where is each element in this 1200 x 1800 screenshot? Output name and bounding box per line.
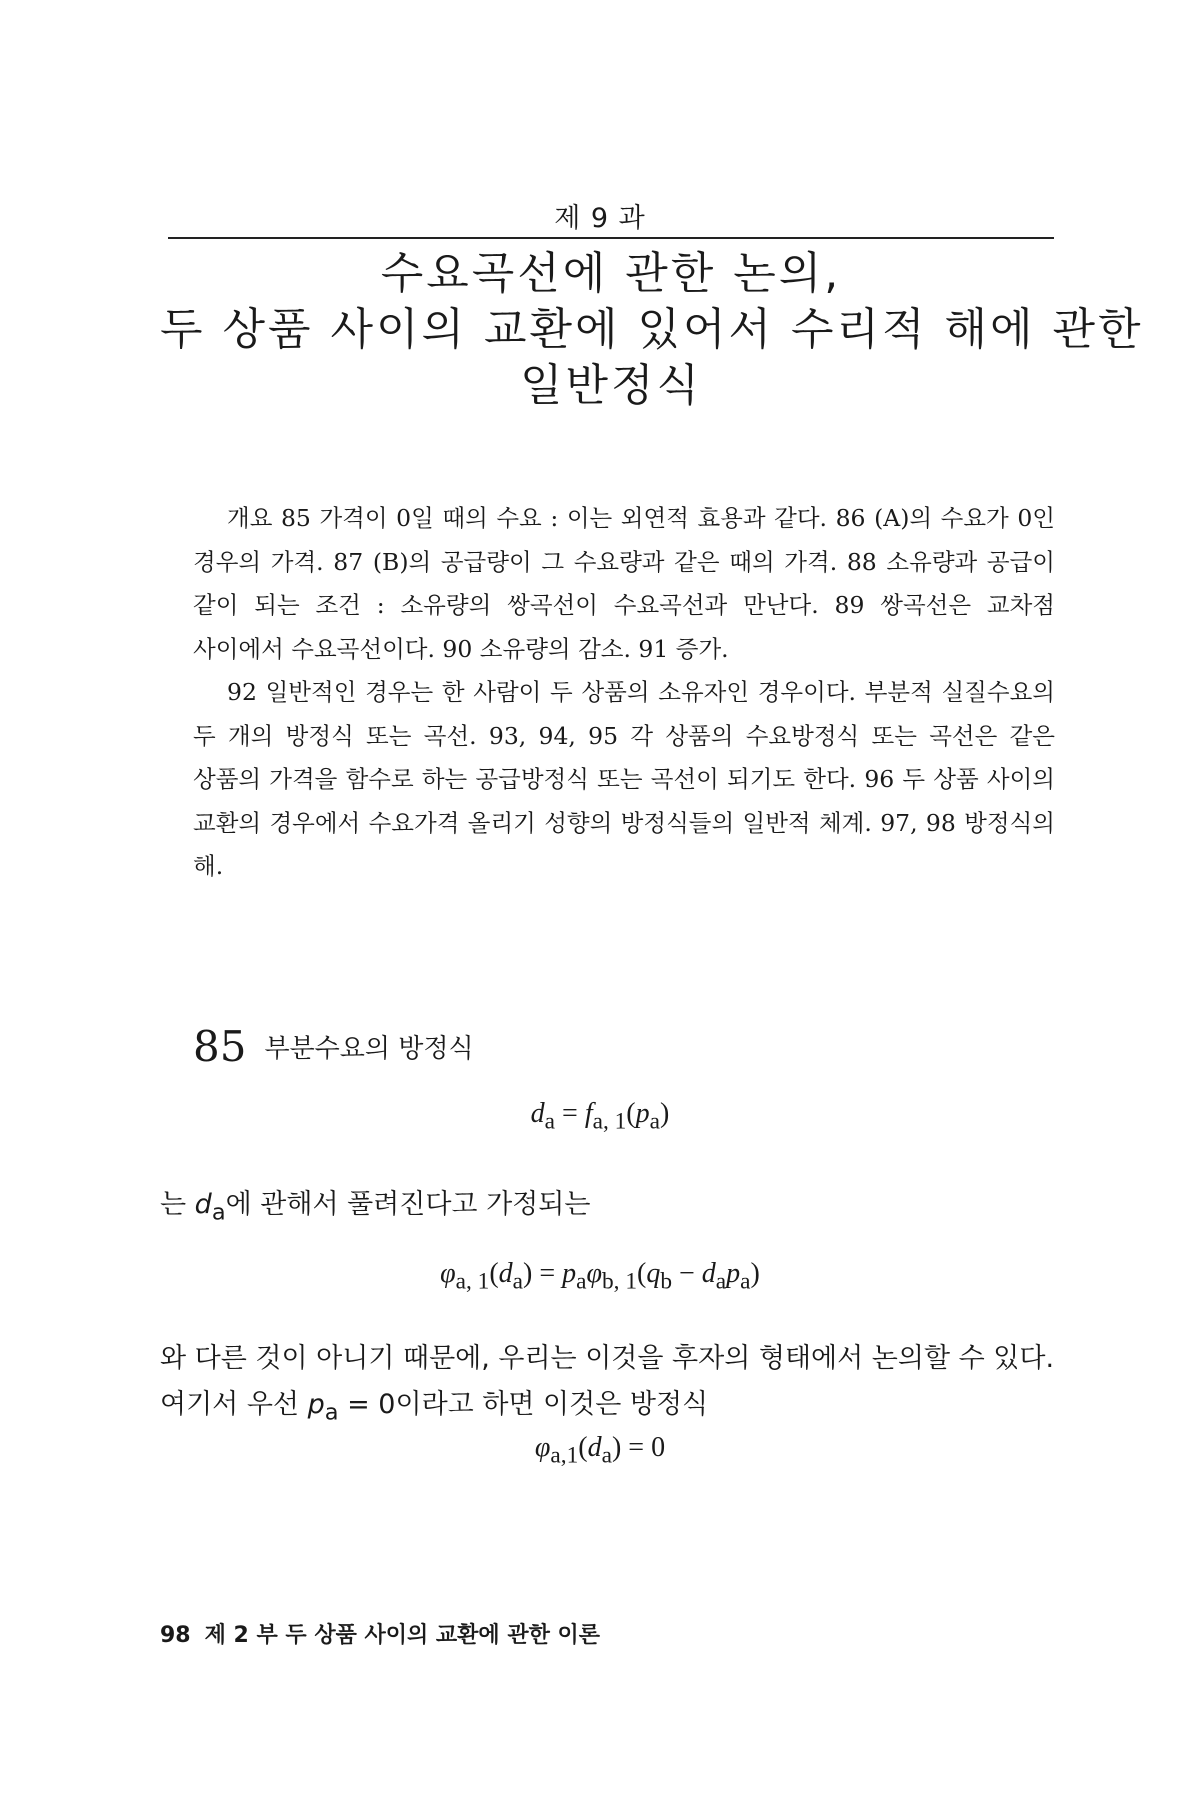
equation-zero-price: $\varphi_{a,1}(d_a) = 0$ bbox=[534, 1432, 666, 1469]
running-title: 제 2 부 두 상품 사이의 교환에 관한 이론 bbox=[204, 1623, 600, 1648]
body-text: 는 $d_a$에 관해서 풀려진다고 가정되는 bbox=[160, 1189, 591, 1226]
chapter-summary bbox=[193, 497, 1055, 889]
equation-utility-relation: $\varphi_{a, 1}(d_a) = p_a\varphi_{b, 1}(q_b - d_ap_a)$ bbox=[440, 1258, 760, 1295]
summary-paragraph: 92 일반적인 경우는 한 사람이 두 상품의 소유자인 경우이다. 부분적 실질수요의 두 개의 방정식 또는 곡선. 93, 94, 95 각 상품의 수요방정식 또는 곡선은 같은 상품의 가격을 함수로 하는 공급방정식 또는 곡선이 되기도 한다. 96 두 상품 사이의 교환의 경우에서 수요가격 올리기 성향의 방정식들의 일반적 체계. 97, 98 방정식의 해. bbox=[193, 678, 1055, 880]
page-number: 98 bbox=[160, 1623, 191, 1648]
body-text: 와 다른 것이 아니기 때문에, 우리는 이것을 후자의 형태에서 논의할 수 있다. 여기서 우선 $p_a = 0$이라고 하면 이것은 방정식 bbox=[160, 1343, 1055, 1426]
section-heading bbox=[193, 1022, 474, 1071]
lesson-label: 제 9 과 bbox=[554, 203, 646, 234]
chapter-title-line: 일반정식 bbox=[519, 360, 702, 411]
title-rule bbox=[168, 237, 1054, 239]
summary-paragraph: 개요 85 가격이 0일 때의 수요 : 이는 외연적 효용과 같다. 86 (A)의 수요가 0인 경우의 가격. 87 (B)의 공급량이 그 수요량과 같은 때의 가격. 88 소유량과 공급이 같이 되는 조건 : 소유량의 쌍곡선이 수요곡선과 만난다. 89 쌍곡선은 교차점 사이에서 수요곡선이다. 90 소유량의 감소. 91 증가. bbox=[193, 504, 1055, 663]
chapter-title bbox=[160, 246, 1144, 414]
section-title: 부분수요의 방정식 bbox=[264, 1034, 474, 1064]
chapter-title-line: 수요곡선에 관한 논의, bbox=[380, 248, 842, 299]
page-footer bbox=[160, 1618, 600, 1649]
section-number: 85 bbox=[193, 1022, 247, 1071]
chapter-title-line: 두 상품 사이의 교환에 있어서 수리적 해에 관한 bbox=[160, 304, 1144, 355]
equation-demand-function: $d_a = f_{a, 1}(p_a)$ bbox=[530, 1098, 670, 1135]
